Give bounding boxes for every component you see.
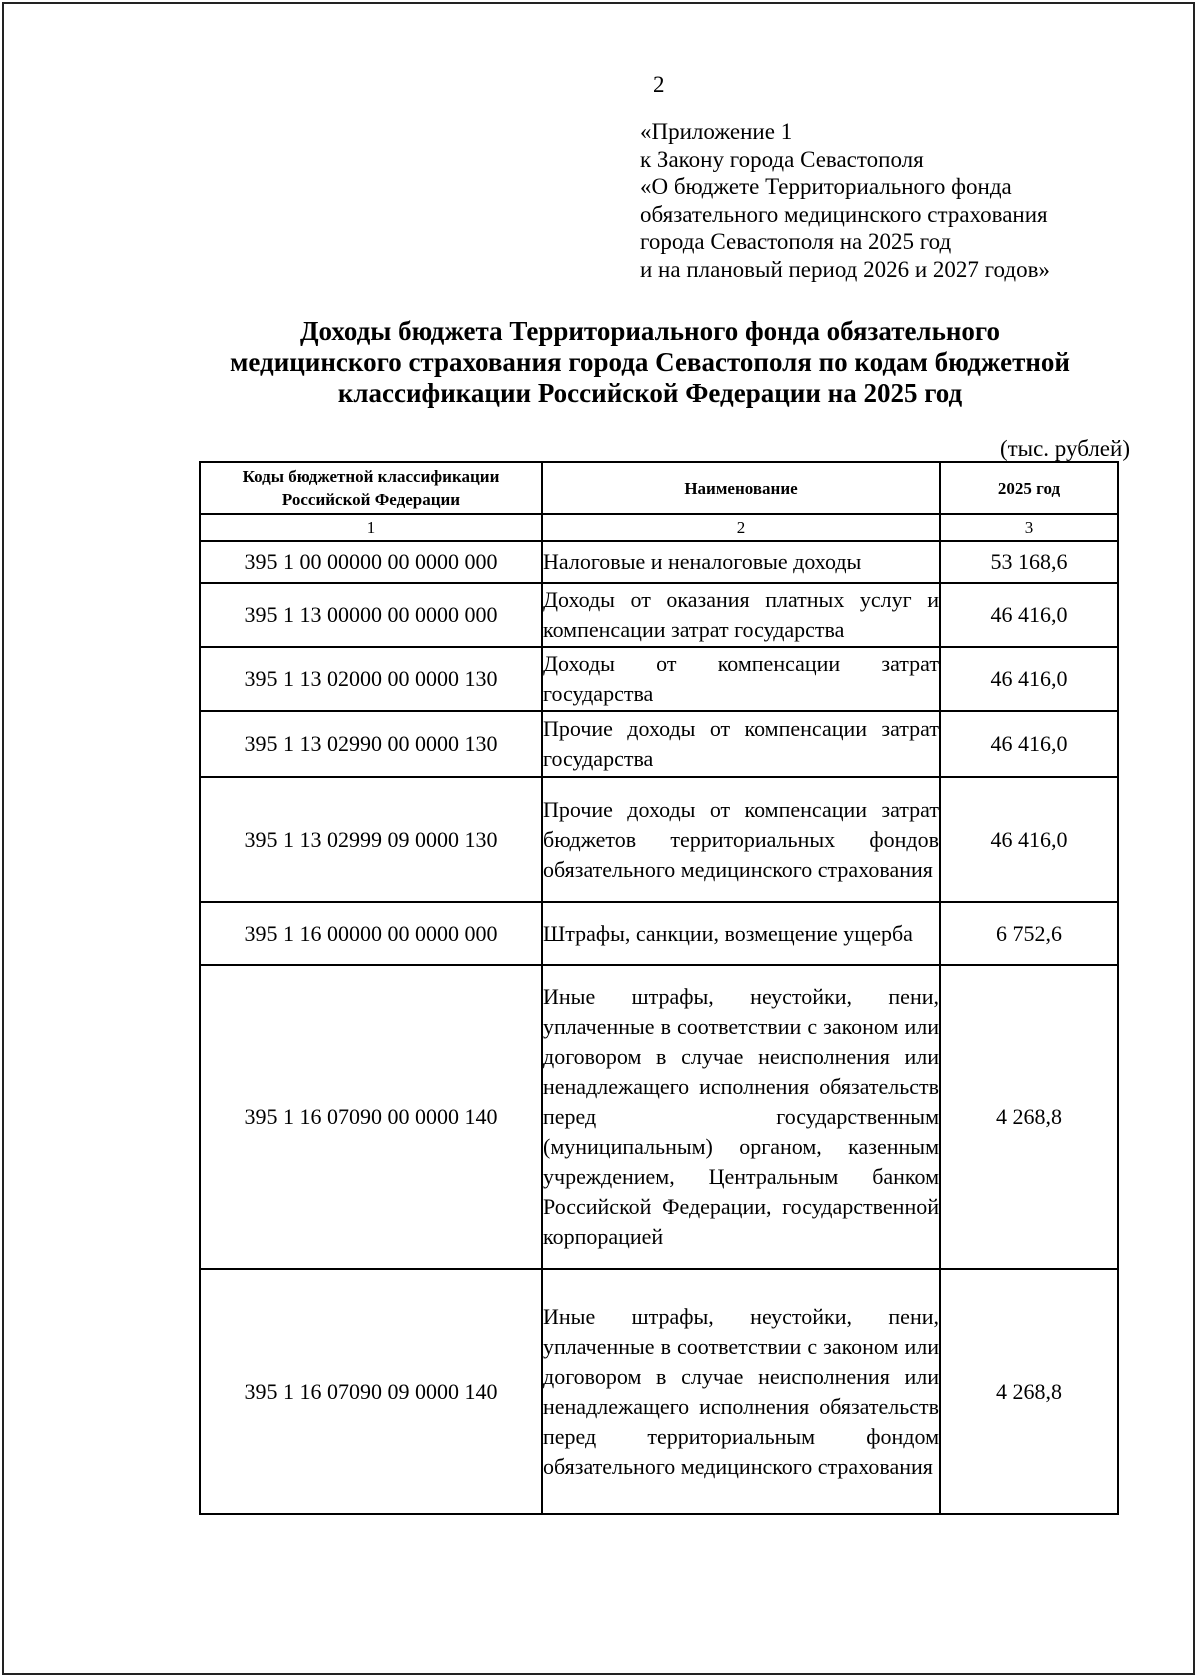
amount: 53 168,6 bbox=[940, 541, 1118, 583]
revenue-name: Штрафы, санкции, возмещение ущерба bbox=[542, 902, 940, 965]
column-number-row bbox=[200, 514, 1118, 541]
column-number: 1 bbox=[200, 514, 542, 541]
amount: 46 416,0 bbox=[940, 777, 1118, 902]
header-codes: Коды бюджетной классификации Российской Федерации bbox=[200, 462, 542, 514]
appendix-line: к Закону города Севастополя bbox=[640, 146, 924, 172]
revenue-name: Прочие доходы от компенсации затрат бюджетов территориальных фондов обязательного медицинского страхования bbox=[542, 777, 940, 902]
budget-code: 395 1 13 02000 00 0000 130 bbox=[200, 647, 542, 711]
appendix-reference bbox=[640, 118, 1050, 283]
column-number: 3 bbox=[940, 514, 1118, 541]
table-row bbox=[200, 965, 1118, 1269]
document-title bbox=[200, 316, 1100, 409]
table-row bbox=[200, 902, 1118, 965]
title-line: Доходы бюджета Территориального фонда обязательного bbox=[299, 316, 1001, 346]
amount: 46 416,0 bbox=[940, 647, 1118, 711]
revenue-name: Доходы от компенсации затрат государства bbox=[542, 647, 940, 711]
budget-code: 395 1 00 00000 00 0000 000 bbox=[200, 541, 542, 583]
title-line: классификации Российской Федерации на 2025 год bbox=[337, 378, 963, 408]
table-row bbox=[200, 711, 1118, 777]
amount: 6 752,6 bbox=[940, 902, 1118, 965]
header-row bbox=[200, 462, 1118, 514]
budget-code: 395 1 16 07090 09 0000 140 bbox=[200, 1269, 542, 1514]
revenue-name: Прочие доходы от компенсации затрат государства bbox=[542, 711, 940, 777]
revenue-name: Иные штрафы, неустойки, пени, уплаченные в соответствии с законом или договором в случае неисполнения или ненадлежащего исполнения обязательств перед государственным (муниципальным) органом, казенным учреждением, Центральным банком Российской Федерации, государственной корпорацией bbox=[542, 965, 940, 1269]
column-number: 2 bbox=[542, 514, 940, 541]
budget-code: 395 1 13 00000 00 0000 000 bbox=[200, 583, 542, 647]
appendix-line: «О бюджете Территориального фонда bbox=[640, 174, 1012, 199]
table-row bbox=[200, 777, 1118, 902]
amount: 4 268,8 bbox=[940, 1269, 1118, 1514]
title-line: медицинского страхования города Севастополя по кодам бюджетной bbox=[230, 347, 1070, 377]
budget-code: 395 1 16 07090 00 0000 140 bbox=[200, 965, 542, 1269]
budget-code: 395 1 13 02999 09 0000 130 bbox=[200, 777, 542, 902]
revenue-name: Доходы от оказания платных услуг и компенсации затрат государства bbox=[542, 583, 940, 647]
revenue-name: Налоговые и неналоговые доходы bbox=[542, 541, 940, 583]
table-row bbox=[200, 1269, 1118, 1514]
amount: 4 268,8 bbox=[940, 965, 1118, 1269]
appendix-line: и на плановый период 2026 и 2027 годов» bbox=[640, 256, 1050, 282]
table-row bbox=[200, 541, 1118, 583]
table-row bbox=[200, 583, 1118, 647]
page-number: 2 bbox=[653, 72, 665, 97]
budget-code: 395 1 13 02990 00 0000 130 bbox=[200, 711, 542, 777]
table-row bbox=[200, 647, 1118, 711]
appendix-line: города Севастополя на 2025 год bbox=[640, 229, 952, 254]
appendix-line: обязательного медицинского страхования bbox=[640, 201, 1048, 227]
revenue-table bbox=[199, 461, 1119, 1515]
budget-code: 395 1 16 00000 00 0000 000 bbox=[200, 902, 542, 965]
header-name: Наименование bbox=[542, 462, 940, 514]
revenue-name: Иные штрафы, неустойки, пени, уплаченные в соответствии с законом или договором в случае неисполнения или ненадлежащего исполнения обязательств перед территориальным фондом обязательного медицинского страхования bbox=[542, 1269, 940, 1514]
units-label: (тыс. рублей) bbox=[999, 436, 1130, 461]
amount: 46 416,0 bbox=[940, 711, 1118, 777]
amount: 46 416,0 bbox=[940, 583, 1118, 647]
appendix-line: «Приложение 1 bbox=[640, 119, 793, 144]
header-year: 2025 год bbox=[940, 462, 1118, 514]
